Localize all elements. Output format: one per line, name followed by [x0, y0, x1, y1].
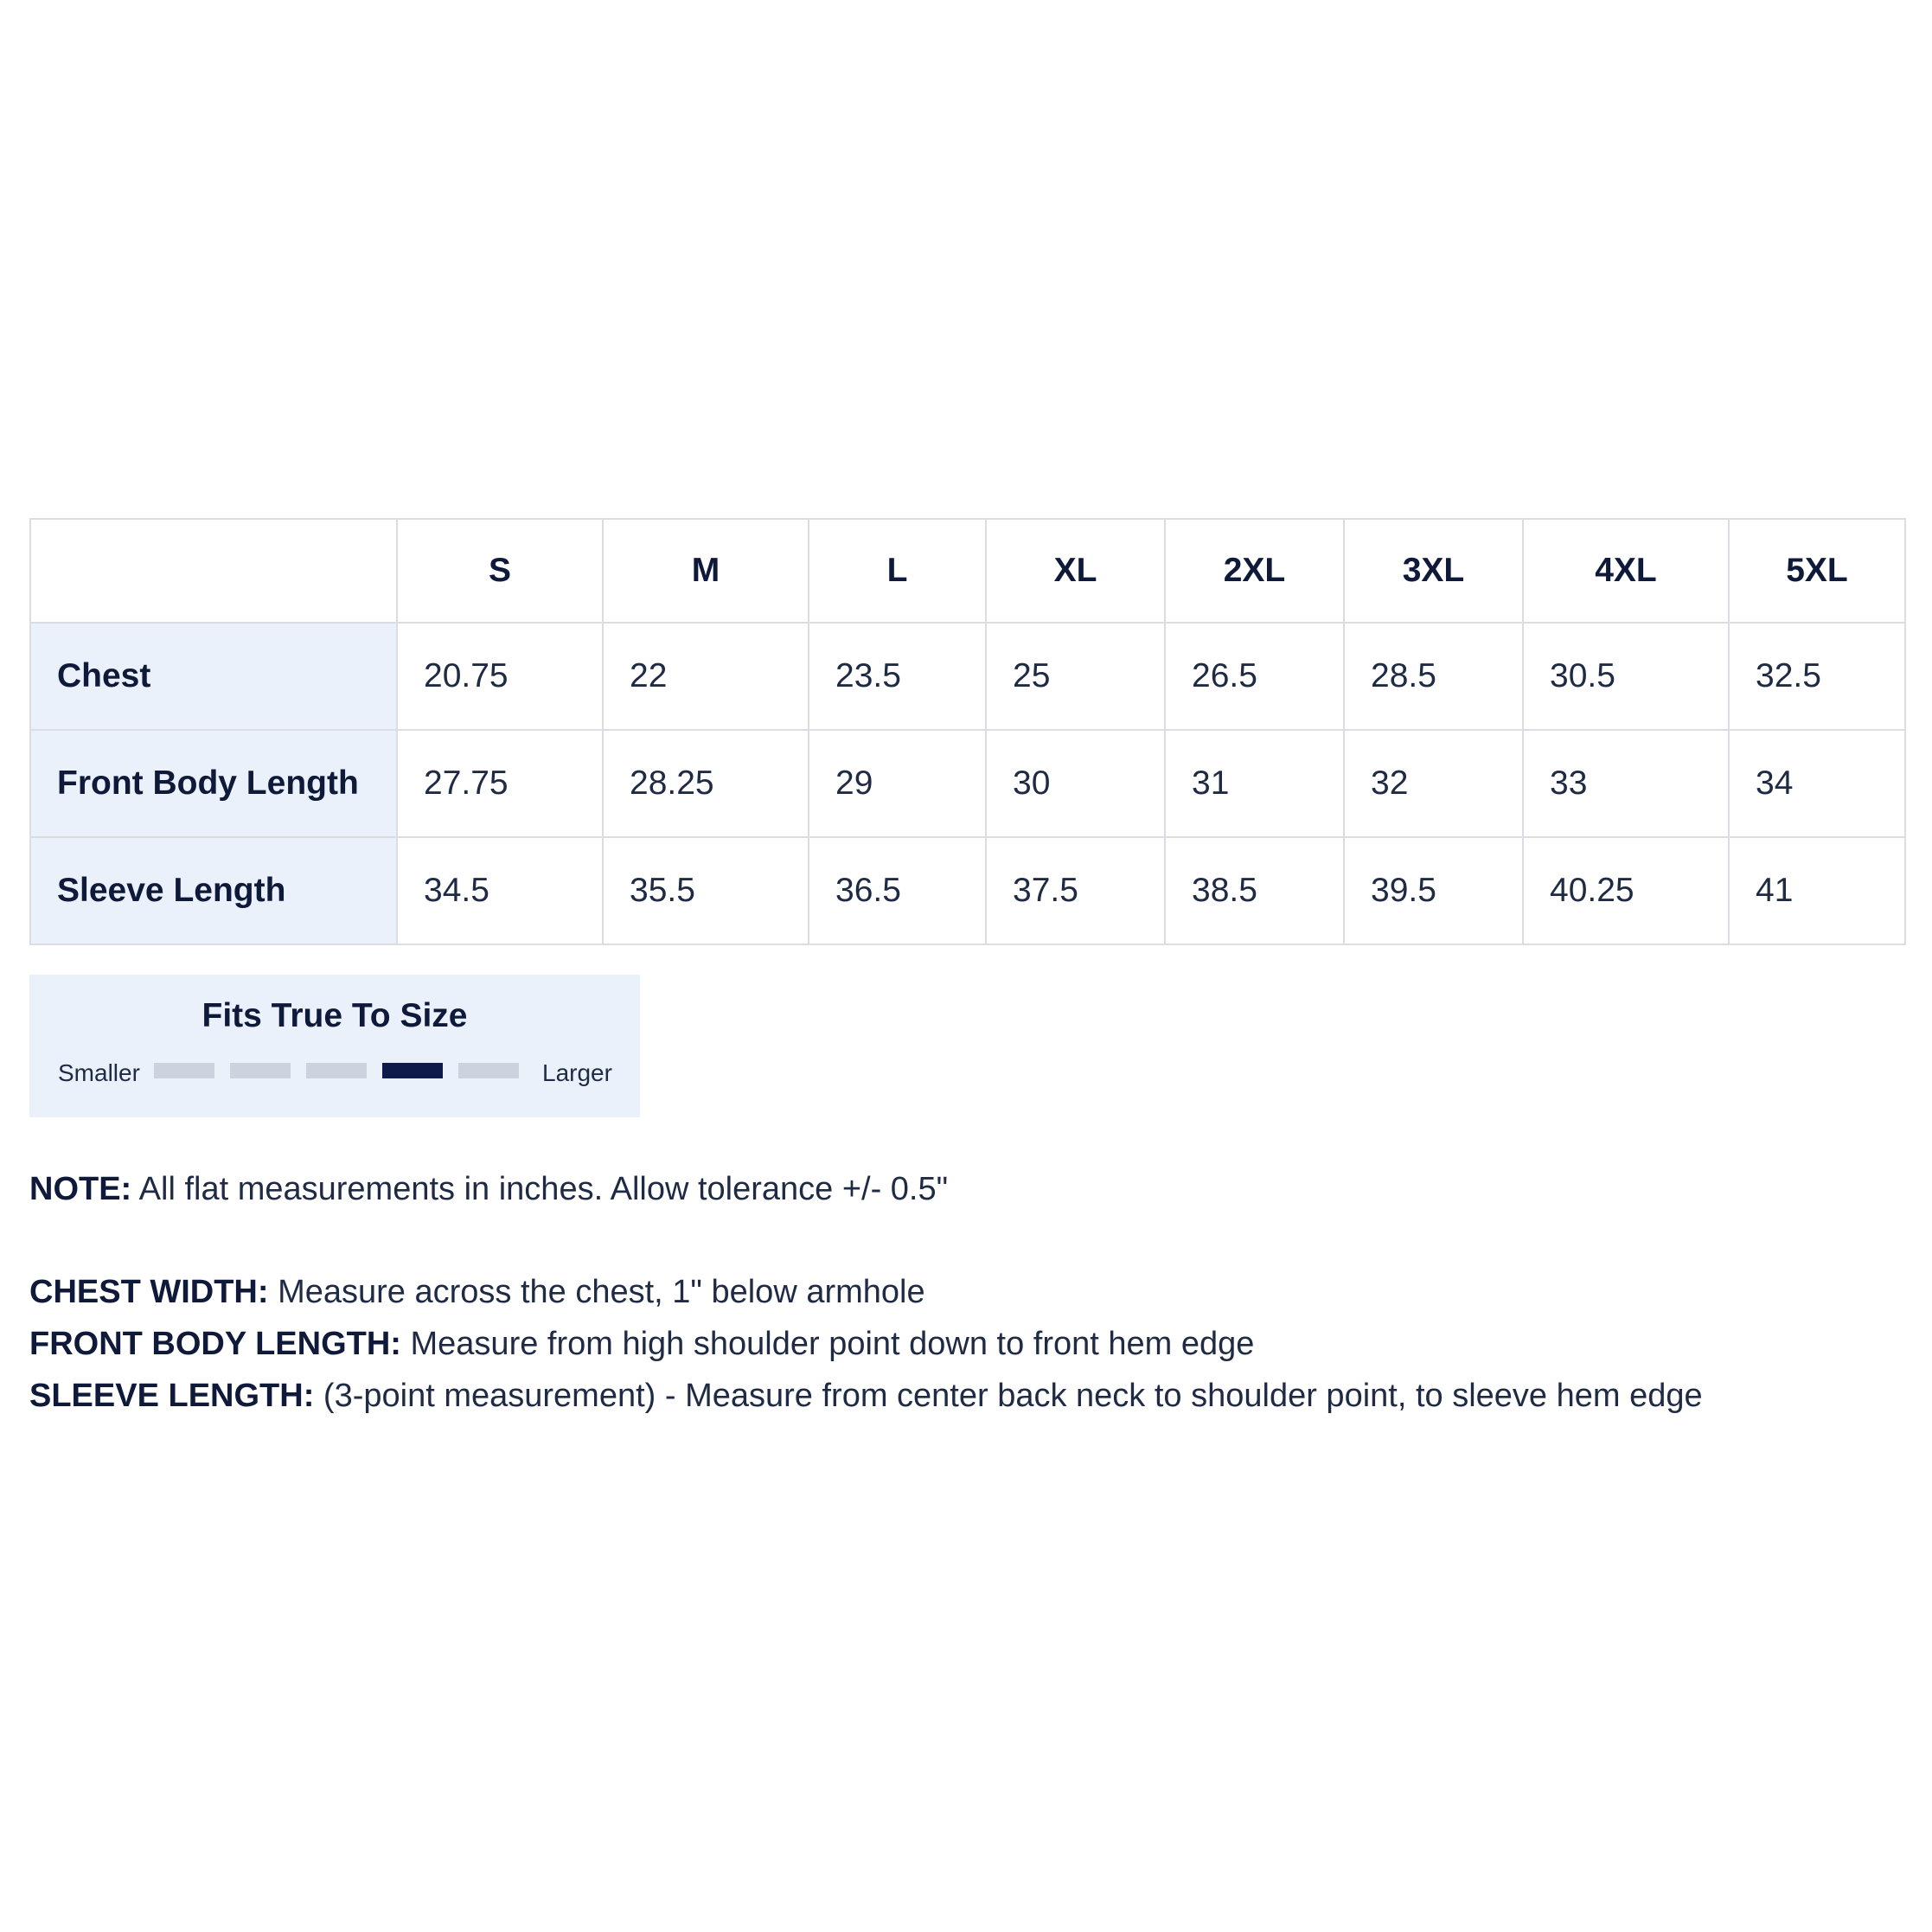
sleeve-length-text: (3-point measurement) - Measure from center back neck to shoulder point, to sleeve hem edge: [314, 1378, 1703, 1414]
table-cell: 29: [809, 730, 986, 837]
size-header-m: M: [603, 519, 809, 623]
fit-scale-segment-3: [306, 1063, 367, 1078]
fit-title: Fits True To Size: [202, 997, 468, 1034]
table-cell: 37.5: [986, 837, 1165, 944]
note-text: All flat measurements in inches. Allow tolerance +/- 0.5": [131, 1171, 949, 1207]
table-row: [30, 837, 1905, 944]
table-cell: 20.75: [397, 623, 603, 730]
table-cell: 28.25: [603, 730, 809, 837]
table-cell: 27.75: [397, 730, 603, 837]
front-body-length-text: Measure from high shoulder point down to front hem edge: [400, 1326, 1255, 1362]
measurement-note: [29, 1171, 948, 1208]
size-header-l: L: [809, 519, 986, 623]
table-cell: 36.5: [809, 837, 986, 944]
front-body-length-label: FRONT BODY LENGTH:: [29, 1326, 401, 1362]
row-label-front-body-length: Front Body Length: [30, 730, 397, 837]
table-cell: 34: [1729, 730, 1905, 837]
table-cell: 35.5: [603, 837, 809, 944]
size-header-row: [30, 519, 1905, 623]
row-label-sleeve-length: Sleeve Length: [30, 837, 397, 944]
sleeve-length-definition: [29, 1378, 1703, 1415]
table-cell: 32: [1344, 730, 1523, 837]
fit-smaller-label: Smaller: [58, 1059, 140, 1086]
table-cell: 41: [1729, 837, 1905, 944]
table-cell: 26.5: [1165, 623, 1344, 730]
size-header-xl: XL: [986, 519, 1165, 623]
table-cell: 40.25: [1523, 837, 1729, 944]
table-cell: 39.5: [1344, 837, 1523, 944]
fit-scale-segment-1: [154, 1063, 214, 1078]
size-header-2xl: 2XL: [1165, 519, 1344, 623]
table-row: [30, 730, 1905, 837]
size-chart-table: [29, 518, 1906, 945]
size-header-4xl: 4XL: [1523, 519, 1729, 623]
size-header-5xl: 5XL: [1729, 519, 1905, 623]
fit-scale-segment-2: [230, 1063, 291, 1078]
size-header-3xl: 3XL: [1344, 519, 1523, 623]
size-header-s: S: [397, 519, 603, 623]
table-cell: 30.5: [1523, 623, 1729, 730]
row-label-chest: Chest: [30, 623, 397, 730]
fit-larger-label: Larger: [542, 1059, 612, 1086]
table-cell: 23.5: [809, 623, 986, 730]
table-cell: 32.5: [1729, 623, 1905, 730]
table-cell: 22: [603, 623, 809, 730]
table-cell: 33: [1523, 730, 1729, 837]
chest-width-text: Measure across the chest, 1" below armhole: [268, 1274, 925, 1310]
chest-width-definition: [29, 1274, 925, 1311]
table-cell: 30: [986, 730, 1165, 837]
table-row: [30, 623, 1905, 730]
corner-cell: [30, 519, 397, 623]
table-cell: 34.5: [397, 837, 603, 944]
note-label: NOTE:: [29, 1171, 132, 1207]
table-cell: 38.5: [1165, 837, 1344, 944]
fit-indicator-panel: [29, 975, 640, 1117]
table-cell: 25: [986, 623, 1165, 730]
fit-scale-segment-5: [458, 1063, 519, 1078]
table-cell: 31: [1165, 730, 1344, 837]
chest-width-label: CHEST WIDTH:: [29, 1274, 269, 1310]
table-cell: 28.5: [1344, 623, 1523, 730]
sleeve-length-label: SLEEVE LENGTH:: [29, 1378, 315, 1414]
fit-scale-segment-4: [382, 1063, 443, 1078]
front-body-length-definition: [29, 1326, 1254, 1363]
